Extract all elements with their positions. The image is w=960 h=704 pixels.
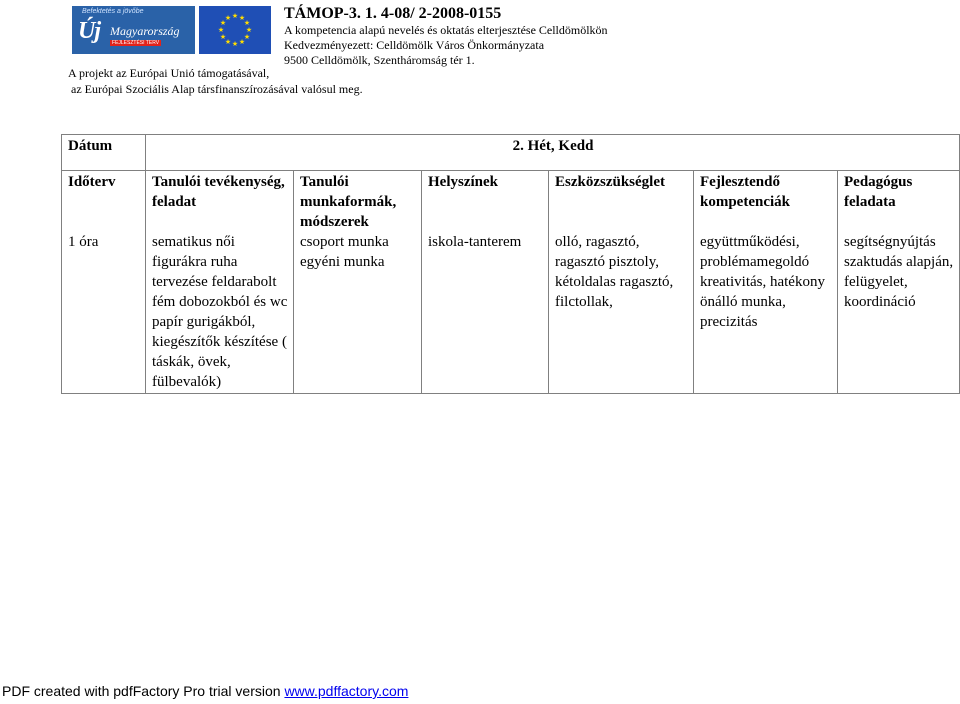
address: 9500 Celldömölk, Szentháromság tér 1. [284,53,475,67]
workform-value: csoport munka egyéni munka [300,234,389,270]
svg-text:★: ★ [231,40,239,48]
svg-text:★: ★ [224,14,232,22]
date-value: 2. Hét, Kedd [146,135,960,171]
logo-motto: Befektetés a jövőbe [82,8,144,15]
location-cell [422,171,549,394]
funding-note-line2: az Európai Szociális Alap társfinanszírozásával valósul meg. [71,82,363,96]
header-competence: Fejlesztendő kompetenciák [700,174,790,210]
project-title: A kompetencia alapú nevelés és oktatás elterjesztése Celldömölkön [284,23,608,37]
logo-script-small: Magyarország [110,24,180,38]
uj-magyarorszag-logo [72,6,195,54]
svg-text:★: ★ [243,33,251,41]
svg-text:★: ★ [217,26,225,34]
teacher-cell [838,171,960,394]
logo-script-big: Új [78,18,100,44]
project-header [284,4,608,68]
logo-sub: FEJLESZTÉSI TERV [112,40,160,46]
competence-cell [694,171,838,394]
project-code: TÁMOP-3. 1. 4-08/ 2-2008-0155 [284,5,502,22]
table-row [62,171,960,394]
footer-text: PDF created with pdfFactory Pro trial version [2,683,285,699]
header-location: Helyszínek [428,174,498,190]
pdf-footer [2,683,408,699]
date-row [62,135,960,171]
header-timeplan: Időterv [68,174,116,190]
svg-text:★: ★ [219,19,227,27]
equipment-value: olló, ragasztó, ragasztó pisztoly, kétoldalas ragasztó, filctollak, [555,234,674,310]
header-teacher: Pedagógus feladata [844,174,913,210]
eu-flag-icon [199,6,271,54]
competence-value: együttműködési, problémamegoldó kreativitás, hatékony önálló munka, precizitás [700,234,825,330]
activity-cell [146,171,294,394]
svg-text:★: ★ [231,12,239,20]
eu-stars-icon [199,6,271,54]
teacher-value: segítségnyújtás szaktudás alapján, felügyelet, koordináció [844,234,954,310]
location-value: iskola-tanterem [428,234,522,250]
svg-text:★: ★ [243,19,251,27]
header-workform: Tanulói munkaformák, módszerek [300,174,397,230]
header-activity: Tanulói tevékenység, feladat [152,174,285,210]
svg-text:★: ★ [224,38,232,46]
activity-value: sematikus női figurákra ruha tervezése feldarabolt fém dobozokból és wc papír gurigákból, kiegészítők készítése ( táskák, övek, fülbevalók) [152,234,288,390]
funding-note-line1: A projekt az Európai Unió támogatásával, [68,66,270,80]
header-equipment: Eszközszükséglet [555,174,665,190]
lesson-plan-table [61,134,960,394]
equipment-cell [549,171,694,394]
svg-text:★: ★ [238,38,246,46]
date-label: Dátum [62,135,146,171]
svg-text:★: ★ [238,14,246,22]
time-value: 1 óra [68,234,99,250]
svg-text:★: ★ [219,33,227,41]
workform-cell [294,171,422,394]
funding-note [68,65,363,97]
svg-text:★: ★ [245,26,253,34]
time-cell [62,171,146,394]
footer-link[interactable]: www.pdffactory.com [284,683,409,699]
beneficiary: Kedvezményezett: Celldömölk Város Önkormányzata [284,38,545,52]
